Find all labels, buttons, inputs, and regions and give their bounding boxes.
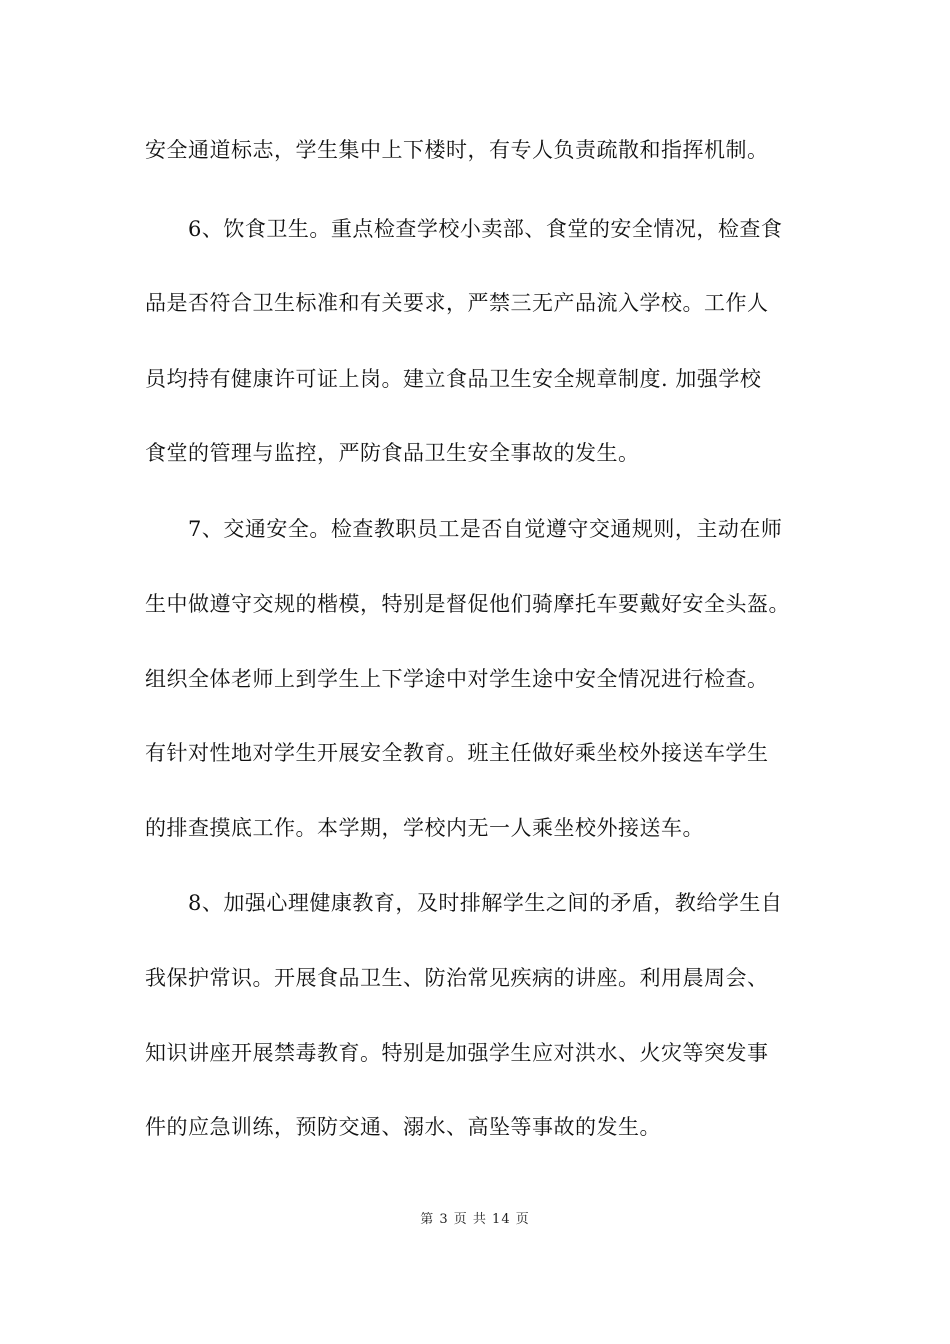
text-line-7: 生中做遵守交规的楷模，特别是督促他们骑摩托车要戴好安全头盔。 xyxy=(145,592,790,616)
text-line-11: 8、加强心理健康教育，及时排解学生之间的矛盾，教给学生自 xyxy=(188,891,783,915)
text-line-4: 员均持有健康许可证上岗。建立食品卫生安全规章制度. 加强学校 xyxy=(145,367,762,391)
text-line-8: 组织全体老师上到学生上下学途中对学生途中安全情况进行检查。 xyxy=(145,667,769,691)
text-line-6: 7、交通安全。检查教职员工是否自觉遵守交通规则，主动在师 xyxy=(188,517,783,541)
text-line-3: 品是否符合卫生标准和有关要求，严禁三无产品流入学校。工作人 xyxy=(145,291,769,315)
text-line-13: 知识讲座开展禁毒教育。特别是加强学生应对洪水、火灾等突发事 xyxy=(145,1041,769,1065)
text-line-1: 安全通道标志，学生集中上下楼时，有专人负责疏散和指挥机制。 xyxy=(145,138,769,162)
text-line-2: 6、饮食卫生。重点检查学校小卖部、食堂的安全情况，检查食 xyxy=(188,217,783,241)
text-line-10: 的排查摸底工作。本学期，学校内无一人乘坐校外接送车。 xyxy=(145,816,704,840)
text-line-9: 有针对性地对学生开展安全教育。班主任做好乘坐校外接送车学生 xyxy=(145,741,769,765)
page-number-footer: 第 3 页 共 14 页 xyxy=(420,1212,530,1227)
text-line-12: 我保护常识。开展食品卫生、防治常见疾病的讲座。利用晨周会、 xyxy=(145,966,769,990)
text-line-14: 件的应急训练，预防交通、溺水、高坠等事故的发生。 xyxy=(145,1115,661,1139)
text-line-5: 食堂的管理与监控，严防食品卫生安全事故的发生。 xyxy=(145,441,640,465)
